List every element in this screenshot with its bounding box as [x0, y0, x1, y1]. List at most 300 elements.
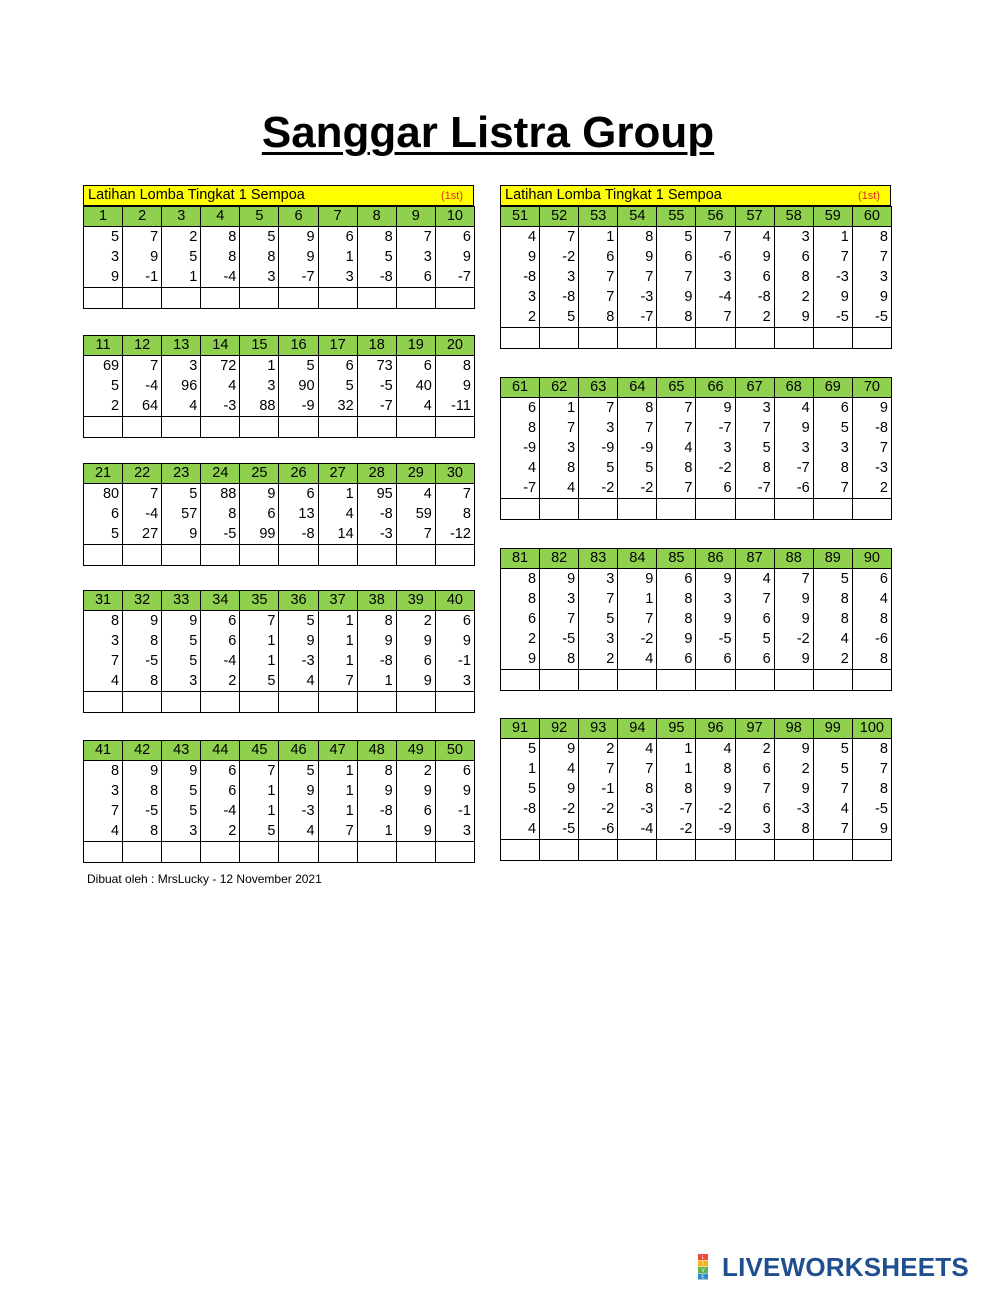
answer-box[interactable]: [396, 417, 435, 438]
answer-box[interactable]: [813, 840, 852, 861]
operand-cell: 7: [84, 801, 123, 821]
answer-box[interactable]: [279, 842, 318, 863]
answer-box[interactable]: [201, 288, 240, 309]
operand-cell: 8: [123, 671, 162, 692]
answer-box[interactable]: [162, 545, 201, 566]
problem-number: 93: [579, 719, 618, 739]
operand-cell: 1: [501, 759, 540, 779]
operand-cell: 7: [735, 418, 774, 438]
operand-cell: -8: [357, 651, 396, 671]
operand-cell: 8: [852, 779, 891, 799]
operand-cell: 8: [813, 458, 852, 478]
operand-row: [84, 267, 475, 288]
answer-box[interactable]: [279, 692, 318, 713]
operand-cell: 6: [396, 267, 435, 288]
answer-box[interactable]: [201, 842, 240, 863]
answer-box[interactable]: [774, 328, 813, 349]
operand-cell: -7: [357, 396, 396, 417]
answer-box[interactable]: [813, 499, 852, 520]
operand-cell: 8: [657, 609, 696, 629]
operand-cell: 1: [657, 739, 696, 760]
logo-letter: L: [701, 1255, 705, 1261]
operand-cell: 88: [240, 396, 279, 417]
operand-cell: 9: [774, 609, 813, 629]
operand-cell: 80: [84, 484, 123, 505]
operand-cell: 5: [813, 759, 852, 779]
operand-cell: -9: [279, 396, 318, 417]
operand-cell: 4: [318, 504, 357, 524]
problem-number: 13: [162, 336, 201, 356]
operand-cell: 7: [657, 398, 696, 419]
answer-box[interactable]: [540, 499, 579, 520]
answer-box[interactable]: [774, 840, 813, 861]
operand-cell: 8: [774, 819, 813, 840]
answer-box[interactable]: [735, 840, 774, 861]
operand-cell: 95: [357, 484, 396, 505]
operand-cell: 4: [279, 821, 318, 842]
operand-cell: 3: [735, 819, 774, 840]
answer-box[interactable]: [696, 840, 735, 861]
operand-cell: 2: [501, 629, 540, 649]
answer-box[interactable]: [396, 842, 435, 863]
operand-cell: 2: [579, 739, 618, 760]
problem-number: 46: [279, 741, 318, 761]
operand-cell: 69: [84, 356, 123, 377]
answer-box[interactable]: [240, 545, 279, 566]
answer-box[interactable]: [696, 499, 735, 520]
operand-cell: -2: [579, 478, 618, 499]
answer-box[interactable]: [852, 670, 891, 691]
operand-cell: 3: [162, 671, 201, 692]
answer-box[interactable]: [618, 499, 657, 520]
answer-box[interactable]: [579, 670, 618, 691]
answer-box[interactable]: [84, 288, 123, 309]
operand-cell: -3: [279, 801, 318, 821]
operand-cell: -8: [279, 524, 318, 545]
operand-cell: -2: [540, 799, 579, 819]
operand-cell: 4: [774, 398, 813, 419]
answer-box[interactable]: [501, 328, 540, 349]
operand-cell: 7: [735, 779, 774, 799]
operand-cell: -1: [435, 651, 474, 671]
answer-box[interactable]: [357, 417, 396, 438]
answer-box[interactable]: [279, 288, 318, 309]
answer-box[interactable]: [735, 328, 774, 349]
problem-number: 51: [501, 207, 540, 227]
operand-cell: -8: [501, 799, 540, 819]
answer-box[interactable]: [84, 842, 123, 863]
operand-cell: -5: [852, 799, 891, 819]
answer-box[interactable]: [735, 670, 774, 691]
operand-cell: 9: [279, 631, 318, 651]
answer-box[interactable]: [435, 545, 474, 566]
operand-cell: 3: [240, 267, 279, 288]
operand-cell: 9: [84, 267, 123, 288]
operand-cell: 9: [852, 287, 891, 307]
operand-cell: 4: [501, 819, 540, 840]
operand-cell: -8: [357, 801, 396, 821]
answer-box[interactable]: [357, 692, 396, 713]
problem-number: 11: [84, 336, 123, 356]
operand-cell: 8: [123, 781, 162, 801]
answer-box[interactable]: [123, 288, 162, 309]
operand-cell: 6: [201, 781, 240, 801]
problem-number: 26: [279, 464, 318, 484]
operand-cell: 1: [318, 761, 357, 782]
answer-box[interactable]: [501, 499, 540, 520]
operand-cell: 7: [657, 418, 696, 438]
operand-cell: 7: [435, 484, 474, 505]
operand-cell: 27: [123, 524, 162, 545]
operand-row: [501, 739, 892, 760]
answer-box[interactable]: [435, 692, 474, 713]
operand-cell: 7: [318, 821, 357, 842]
operand-cell: 5: [279, 761, 318, 782]
problem-number: 2: [123, 207, 162, 227]
operand-cell: 6: [240, 504, 279, 524]
operand-cell: 6: [696, 478, 735, 499]
answer-box[interactable]: [540, 328, 579, 349]
problem-number: 41: [84, 741, 123, 761]
operand-cell: 88: [201, 484, 240, 505]
answer-box[interactable]: [123, 417, 162, 438]
operand-cell: 7: [579, 398, 618, 419]
answer-box[interactable]: [357, 842, 396, 863]
operand-cell: 3: [774, 227, 813, 248]
answer-box[interactable]: [852, 499, 891, 520]
problem-number: 53: [579, 207, 618, 227]
answer-box[interactable]: [162, 842, 201, 863]
operand-cell: -3: [852, 458, 891, 478]
operand-cell: 7: [618, 418, 657, 438]
operand-cell: 5: [618, 458, 657, 478]
page-title: Sanggar Listra Group: [261, 108, 715, 157]
operand-cell: 7: [774, 569, 813, 590]
problem-number: 1: [84, 207, 123, 227]
operand-row: [84, 484, 475, 505]
problem-number: 34: [201, 591, 240, 611]
operand-cell: 6: [84, 504, 123, 524]
operand-cell: 9: [396, 631, 435, 651]
operand-cell: 6: [735, 799, 774, 819]
sheet-header-right: [500, 185, 891, 206]
operand-cell: 4: [84, 821, 123, 842]
operand-row: [84, 524, 475, 545]
answer-box[interactable]: [618, 670, 657, 691]
operand-cell: 5: [579, 609, 618, 629]
problem-number: 52: [540, 207, 579, 227]
operand-cell: 5: [501, 779, 540, 799]
answer-box[interactable]: [357, 545, 396, 566]
operand-cell: 2: [396, 611, 435, 632]
operand-cell: 96: [162, 376, 201, 396]
problem-number: 12: [123, 336, 162, 356]
problem-number: 70: [852, 378, 891, 398]
problem-number: 88: [774, 549, 813, 569]
operand-cell: 9: [501, 247, 540, 267]
operand-cell: 8: [735, 458, 774, 478]
operand-cell: -3: [279, 651, 318, 671]
answer-box[interactable]: [696, 670, 735, 691]
operand-cell: 5: [162, 247, 201, 267]
operand-cell: 8: [579, 307, 618, 328]
operand-cell: 7: [540, 418, 579, 438]
answer-box[interactable]: [201, 692, 240, 713]
answer-box[interactable]: [579, 840, 618, 861]
operand-cell: 5: [540, 307, 579, 328]
operand-row: [501, 759, 892, 779]
problem-number: 48: [357, 741, 396, 761]
problem-block-21-30: [83, 463, 475, 566]
operand-cell: 3: [435, 671, 474, 692]
operand-cell: -5: [696, 629, 735, 649]
operand-cell: 7: [813, 478, 852, 499]
operand-row: [84, 504, 475, 524]
operand-cell: 4: [84, 671, 123, 692]
brand-name: LIVEWORKSHEETS: [722, 1251, 969, 1282]
operand-cell: 4: [396, 396, 435, 417]
operand-cell: 5: [501, 739, 540, 760]
operand-cell: 7: [813, 819, 852, 840]
operand-cell: 1: [813, 227, 852, 248]
operand-cell: 6: [435, 227, 474, 248]
answer-box[interactable]: [657, 670, 696, 691]
operand-cell: 7: [735, 589, 774, 609]
answer-box[interactable]: [696, 328, 735, 349]
operand-cell: 6: [201, 631, 240, 651]
operand-cell: 9: [774, 649, 813, 670]
answer-box[interactable]: [435, 842, 474, 863]
operand-cell: 5: [162, 484, 201, 505]
answer-box[interactable]: [501, 670, 540, 691]
operand-cell: 1: [579, 227, 618, 248]
operand-cell: 2: [735, 307, 774, 328]
answer-box[interactable]: [579, 499, 618, 520]
answer-box[interactable]: [579, 328, 618, 349]
operand-cell: 6: [579, 247, 618, 267]
operand-cell: 9: [657, 287, 696, 307]
problem-number: 45: [240, 741, 279, 761]
operand-cell: -7: [618, 307, 657, 328]
operand-row: [84, 781, 475, 801]
operand-cell: -5: [123, 651, 162, 671]
operand-cell: 90: [279, 376, 318, 396]
problem-block-1-10: [83, 206, 475, 309]
operand-cell: 6: [657, 649, 696, 670]
operand-cell: 7: [618, 609, 657, 629]
answer-box[interactable]: [279, 417, 318, 438]
answer-box[interactable]: [84, 692, 123, 713]
logo-letter: E: [701, 1274, 705, 1280]
operand-cell: 3: [735, 398, 774, 419]
operand-row: [501, 478, 892, 499]
answer-box[interactable]: [540, 670, 579, 691]
problem-number: 61: [501, 378, 540, 398]
operand-cell: 4: [201, 376, 240, 396]
answer-box[interactable]: [318, 692, 357, 713]
answer-box[interactable]: [774, 670, 813, 691]
operand-cell: 2: [774, 287, 813, 307]
logo-letter: V: [701, 1268, 705, 1274]
answer-box[interactable]: [357, 288, 396, 309]
operand-cell: 8: [852, 609, 891, 629]
operand-cell: -5: [357, 376, 396, 396]
operand-cell: 1: [318, 611, 357, 632]
operand-cell: 7: [318, 671, 357, 692]
problem-number-row: [84, 741, 475, 761]
answer-box[interactable]: [84, 545, 123, 566]
operand-cell: 9: [618, 247, 657, 267]
operand-cell: 2: [501, 307, 540, 328]
answer-box[interactable]: [318, 417, 357, 438]
operand-cell: -2: [774, 629, 813, 649]
problem-block-51-60: [500, 206, 892, 349]
problem-number: 69: [813, 378, 852, 398]
operand-cell: 8: [774, 267, 813, 287]
answer-box[interactable]: [162, 692, 201, 713]
operand-cell: 8: [501, 589, 540, 609]
answer-box[interactable]: [123, 692, 162, 713]
answer-box[interactable]: [618, 840, 657, 861]
operand-cell: 1: [240, 631, 279, 651]
problem-number: 99: [813, 719, 852, 739]
answer-box[interactable]: [657, 840, 696, 861]
answer-box[interactable]: [435, 288, 474, 309]
operand-cell: -3: [201, 396, 240, 417]
operand-cell: 9: [813, 287, 852, 307]
answer-box[interactable]: [279, 545, 318, 566]
operand-row: [84, 247, 475, 267]
problem-number: 66: [696, 378, 735, 398]
operand-cell: -1: [123, 267, 162, 288]
problem-number: 82: [540, 549, 579, 569]
problem-block-81-90: [500, 548, 892, 691]
answer-box[interactable]: [123, 545, 162, 566]
operand-cell: 8: [357, 227, 396, 248]
operand-cell: 8: [618, 398, 657, 419]
operand-cell: 8: [201, 247, 240, 267]
answer-box[interactable]: [813, 670, 852, 691]
operand-cell: 7: [618, 759, 657, 779]
operand-cell: 7: [852, 438, 891, 458]
operand-cell: 7: [396, 524, 435, 545]
answer-box[interactable]: [201, 417, 240, 438]
answer-box[interactable]: [318, 545, 357, 566]
problem-number: 33: [162, 591, 201, 611]
answer-box[interactable]: [396, 545, 435, 566]
problem-number: 43: [162, 741, 201, 761]
operand-cell: 8: [657, 779, 696, 799]
operand-cell: -5: [852, 307, 891, 328]
answer-box[interactable]: [657, 328, 696, 349]
problem-number: 81: [501, 549, 540, 569]
operand-cell: 9: [774, 779, 813, 799]
problem-number: 20: [435, 336, 474, 356]
operand-cell: 1: [357, 671, 396, 692]
operand-cell: 9: [162, 611, 201, 632]
answer-box[interactable]: [240, 692, 279, 713]
operand-cell: 5: [813, 569, 852, 590]
problem-number: 40: [435, 591, 474, 611]
operand-row: [84, 356, 475, 377]
operand-cell: 8: [852, 649, 891, 670]
operand-row: [501, 267, 892, 287]
answer-box[interactable]: [123, 842, 162, 863]
operand-cell: -3: [618, 799, 657, 819]
answer-box[interactable]: [396, 288, 435, 309]
problem-number: 49: [396, 741, 435, 761]
problem-number: 65: [657, 378, 696, 398]
answer-box[interactable]: [240, 842, 279, 863]
problem-number: 50: [435, 741, 474, 761]
operand-cell: 9: [279, 781, 318, 801]
problem-block-61-70: [500, 377, 892, 520]
operand-cell: 9: [357, 631, 396, 651]
problem-number: 100: [852, 719, 891, 739]
operand-cell: 9: [162, 761, 201, 782]
answer-box[interactable]: [618, 328, 657, 349]
operand-cell: 5: [84, 524, 123, 545]
answer-box[interactable]: [813, 328, 852, 349]
operand-cell: 5: [318, 376, 357, 396]
operand-row: [501, 287, 892, 307]
answer-box[interactable]: [657, 499, 696, 520]
operand-cell: 8: [123, 631, 162, 651]
answer-box[interactable]: [435, 417, 474, 438]
answer-box[interactable]: [852, 840, 891, 861]
operand-cell: 2: [813, 649, 852, 670]
answer-row: [84, 288, 475, 309]
answer-box[interactable]: [396, 692, 435, 713]
problem-number: 90: [852, 549, 891, 569]
operand-cell: 7: [813, 779, 852, 799]
problem-number: 95: [657, 719, 696, 739]
problem-number: 30: [435, 464, 474, 484]
problem-number: 86: [696, 549, 735, 569]
answer-box[interactable]: [240, 417, 279, 438]
operand-cell: 6: [396, 801, 435, 821]
operand-cell: 1: [540, 398, 579, 419]
answer-box[interactable]: [318, 842, 357, 863]
operand-cell: 3: [579, 629, 618, 649]
operand-row: [84, 376, 475, 396]
answer-box[interactable]: [240, 288, 279, 309]
answer-box[interactable]: [318, 288, 357, 309]
operand-cell: 8: [357, 761, 396, 782]
operand-cell: 7: [123, 484, 162, 505]
answer-box[interactable]: [84, 417, 123, 438]
operand-cell: 2: [162, 227, 201, 248]
operand-cell: 4: [813, 629, 852, 649]
problem-number: 32: [123, 591, 162, 611]
operand-row: [501, 458, 892, 478]
operand-cell: 1: [318, 484, 357, 505]
operand-cell: 5: [240, 227, 279, 248]
answer-box[interactable]: [735, 499, 774, 520]
problem-number: 31: [84, 591, 123, 611]
answer-box[interactable]: [162, 417, 201, 438]
answer-box[interactable]: [201, 545, 240, 566]
answer-box[interactable]: [774, 499, 813, 520]
operand-cell: -3: [357, 524, 396, 545]
operand-cell: -4: [201, 651, 240, 671]
operand-row: [501, 779, 892, 799]
operand-cell: 4: [279, 671, 318, 692]
answer-box[interactable]: [852, 328, 891, 349]
answer-box[interactable]: [162, 288, 201, 309]
answer-box[interactable]: [540, 840, 579, 861]
answer-box[interactable]: [501, 840, 540, 861]
